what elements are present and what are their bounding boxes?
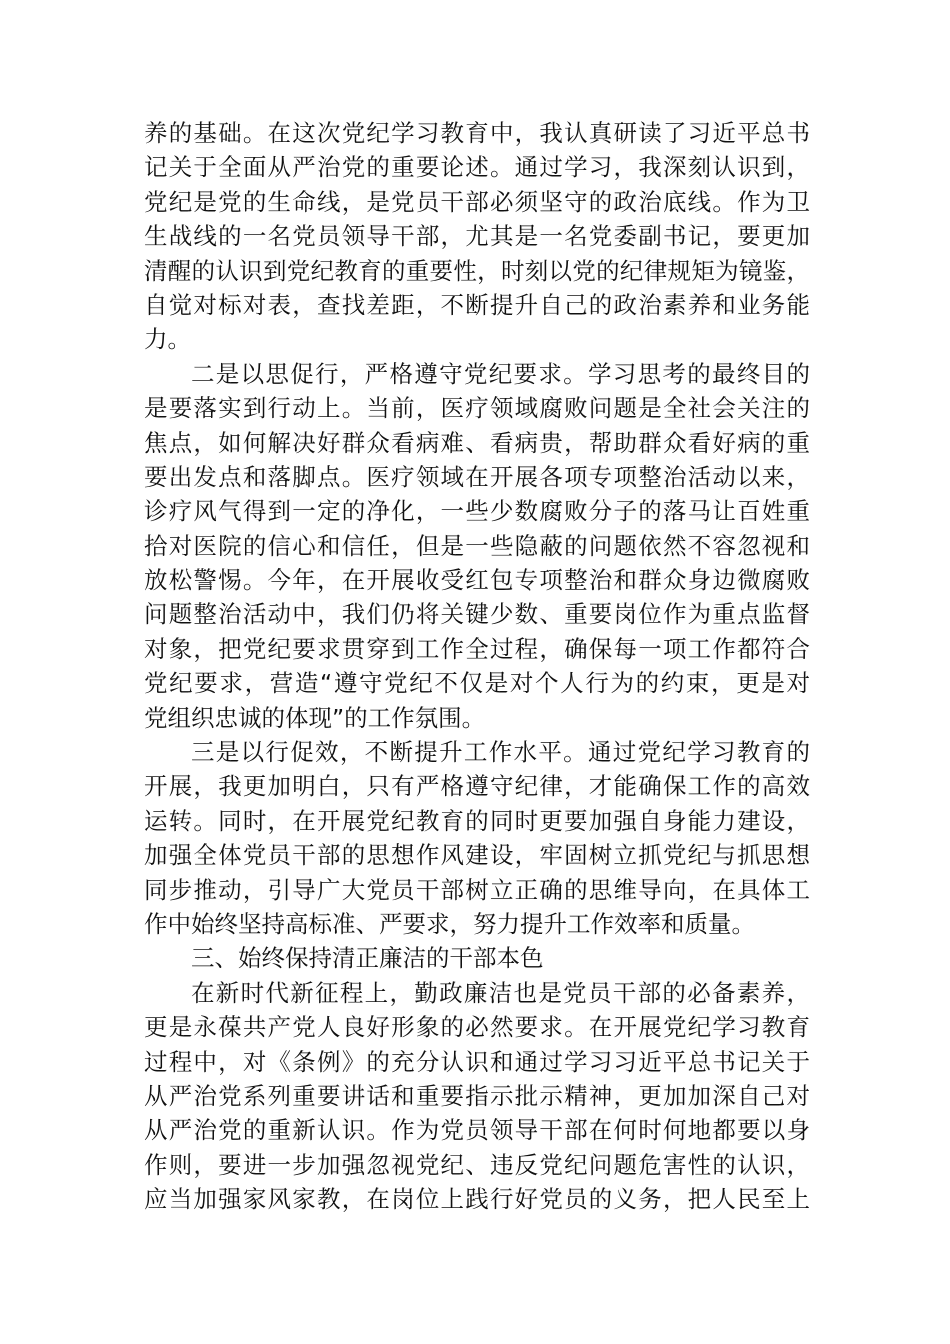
- text-line: 开展，我更加明白，只有严格遵守纪律，才能确保工作的高效: [144, 772, 810, 801]
- text-line: 对象，把党纪要求贯穿到工作全过程，确保每一项工作都符合: [144, 634, 810, 663]
- text-line: 党组织忠诚的体现”的工作氛围。: [144, 703, 486, 732]
- text-line: 应当加强家风家教，在岗位上践行好党员的义务，把人民至上: [144, 1185, 810, 1214]
- text-line: 生战线的一名党员领导干部，尤其是一名党委副书记，要更加: [144, 222, 810, 251]
- text-line: 要出发点和落脚点。医疗领域在开展各项专项整治活动以来，: [144, 462, 810, 491]
- text-line: 从严治党系列重要讲话和重要指示批示精神，更加加深自己对: [144, 1081, 810, 1110]
- text-line: 放松警惕。今年，在开展收受红包专项整治和群众身边微腐败: [144, 566, 810, 595]
- text-line: 在新时代新征程上，勤政廉洁也是党员干部的必备素养，: [191, 978, 810, 1007]
- text-line: 作则，要进一步加强忽视党纪、违反党纪问题危害性的认识，: [144, 1150, 810, 1179]
- text-line: 三、始终保持清正廉洁的干部本色: [191, 944, 544, 973]
- text-line: 二是以思促行，严格遵守党纪要求。学习思考的最终目的: [191, 359, 810, 388]
- text-line: 从严治党的重新认识。作为党员领导干部在何时何地都要以身: [144, 1116, 810, 1145]
- text-line: 三是以行促效，不断提升工作水平。通过党纪学习教育的: [191, 738, 810, 767]
- document-page: [144, 116, 810, 1217]
- text-line: 加强全体党员干部的思想作风建设，牢固树立抓党纪与抓思想: [144, 841, 810, 870]
- text-line: 过程中，对《条例》的充分认识和通过学习习近平总书记关于: [144, 1047, 810, 1076]
- text-line: 问题整治活动中，我们仍将关键少数、重要岗位作为重点监督: [144, 600, 810, 629]
- text-line: 自觉对标对表，查找差距，不断提升自己的政治素养和业务能: [144, 290, 810, 319]
- text-line: 作中始终坚持高标准、严要求，努力提升工作效率和质量。: [144, 909, 755, 938]
- text-line: 更是永葆共产党人良好形象的必然要求。在开展党纪学习教育: [144, 1013, 810, 1042]
- text-line: 养的基础。在这次党纪学习教育中，我认真研读了习近平总书: [144, 119, 810, 147]
- text-line: 党纪要求，营造“遵守党纪不仅是对个人行为的约束，更是对: [144, 669, 810, 698]
- text-line: 诊疗风气得到一定的净化，一些少数腐败分子的落马让百姓重: [144, 497, 810, 526]
- text-line: 党纪是党的生命线，是党员干部必须坚守的政治底线。作为卫: [144, 187, 810, 216]
- text-line: 是要落实到行动上。当前，医疗领域腐败问题是全社会关注的: [144, 394, 810, 423]
- text-line: 记关于全面从严治党的重要论述。通过学习，我深刻认识到，: [144, 153, 810, 182]
- text-line: 运转。同时，在开展党纪教育的同时更要加强自身能力建设，: [144, 806, 810, 835]
- text-line: 焦点，如何解决好群众看病难、看病贵，帮助群众看好病的重: [144, 428, 810, 457]
- text-line: 同步推动，引导广大党员干部树立正确的思维导向，在具体工: [144, 875, 810, 904]
- text-line: 清醒的认识到党纪教育的重要性，时刻以党的纪律规矩为镜鉴，: [144, 256, 810, 285]
- text-line: 力。: [144, 325, 191, 354]
- text-line: 拾对医院的信心和信任，但是一些隐蔽的问题依然不容忽视和: [144, 531, 810, 560]
